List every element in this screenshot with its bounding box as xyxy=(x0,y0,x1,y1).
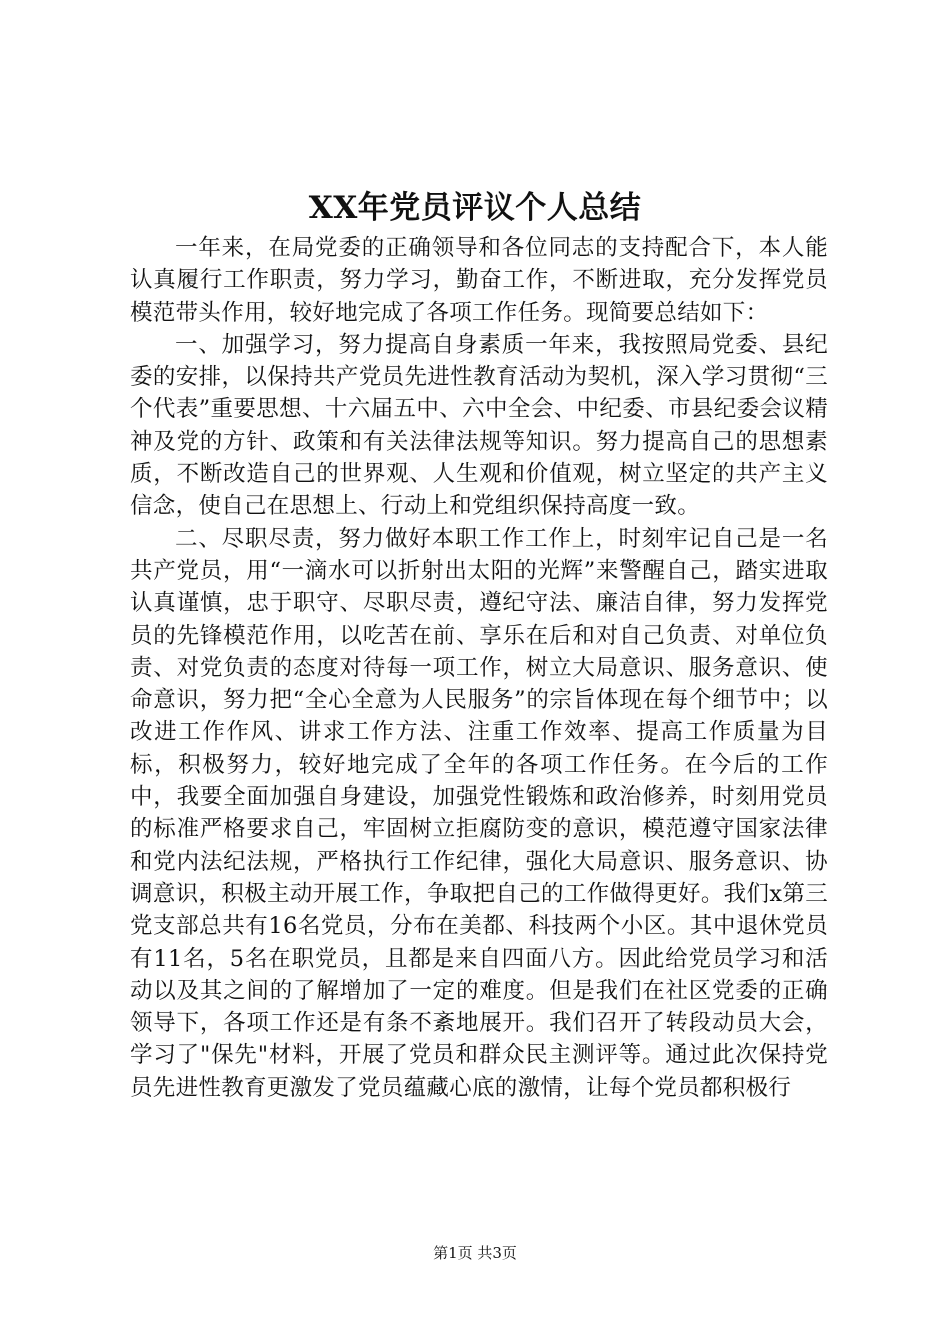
page-footer: 第1页 共3页 xyxy=(433,1244,517,1262)
document-title: XX年党员评议个人总结 xyxy=(308,190,642,226)
paragraph-study: 一、加强学习，努力提高自身素质一年来，我按照局党委、县纪委的安排，以保持共产党员先进性教育活动为契机，深入学习贯彻“三个代表”重要思想、十六届五中、六中全会、中纪委、市县纪委会议精神及党的方针、政策和有关法律法规等知识。努力提高自己的思想素质，不断改造自己的世界观、人生观和价值观，树立坚定的共产主义信念，使自己在思想上、行动上和党组织保持高度一致。 xyxy=(130,331,828,520)
paragraph-intro: 一年来，在局党委的正确领导和各位同志的支持配合下，本人能认真履行工作职责，努力学习，勤奋工作，不断进取，充分发挥党员模范带头作用，较好地完成了各项工作任务。现简要总结如下： xyxy=(130,235,828,326)
paragraph-duty: 二、尽职尽责，努力做好本职工作工作上，时刻牢记自己是一名共产党员，用“一滴水可以折射出太阳的光辉”来警醒自己，踏实进取认真谨慎，忠于职守、尽职尽责，遵纪守法、廉洁自律，努力发挥党员的先锋模范作用，以吃苦在前、享乐在后和对自己负责、对单位负责、对党负责的态度对待每一项工作，树立大局意识、服务意识、使命意识，努力把“全心全意为人民服务”的宗旨体现在每个细节中；以改进工作作风、讲求工作方法、注重工作效率、提高工作质量为目标，积极努力，较好地完成了全年的各项工作任务。在今后的工作中，我要全面加强自身建设，加强党性锻炼和政治修养，时刻用党员的标准严格要求自己，牢固树立拒腐防变的意识，模范遵守国家法律和党内法纪法规，严格执行工作纪律，强化大局意识、服务意识、协调意识，积极主动开展工作，争取把自己的工作做得更好。我们x第三党支部总共有16名党员，分布在美都、科技两个小区。其中退休党员有11名，5名在职党员，且都是来自四面八方。因此给党员学习和活动以及其之间的了解增加了一定的难度。但是我们在社区党委的正确领导下，各项工作还是有条不紊地展开。我们召开了转段动员大会，学习了"保先"材料，开展了党员和群众民主测评等。通过此次保持党员先进性教育更激发了党员蕴藏心底的激情，让每个党员都积极行 xyxy=(130,525,828,1101)
document-body xyxy=(130,232,828,1104)
